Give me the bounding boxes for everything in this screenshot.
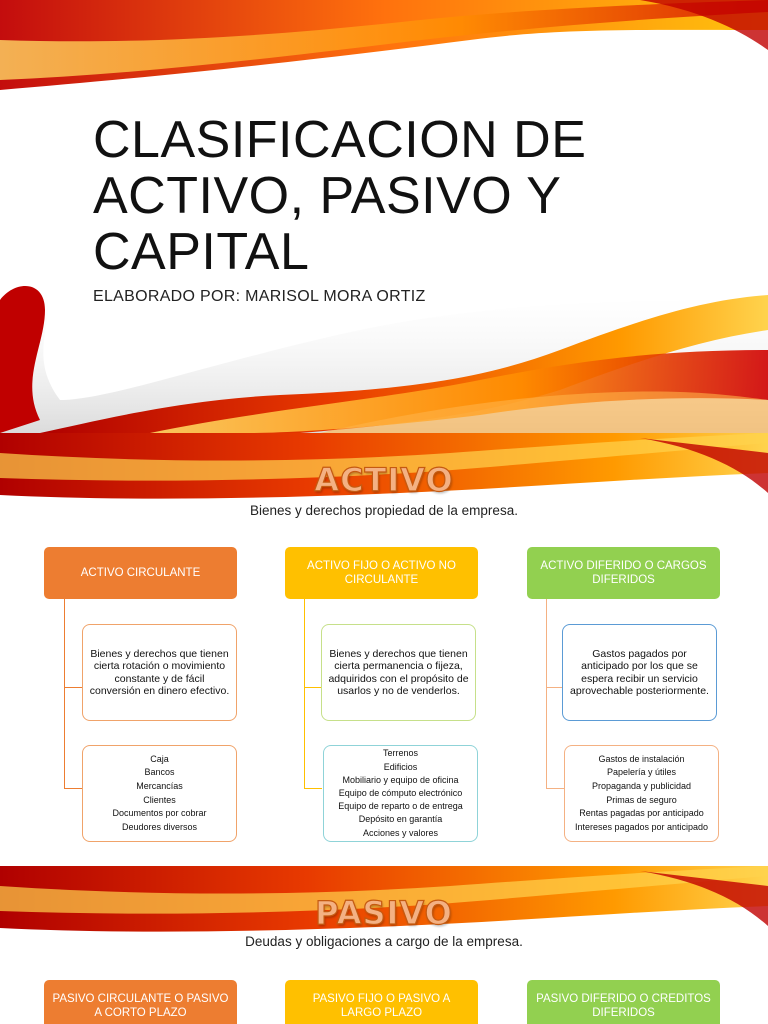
- list-item: Gastos de instalación: [598, 753, 685, 764]
- list-item: Propaganda y publicidad: [591, 780, 692, 791]
- connector-line: [64, 688, 82, 789]
- activo-fijo-description: Bienes y derechos que tienen cierta permanencia o fijeza, adquiridos con el propósito de usarlos y no de venderlos.: [321, 624, 476, 721]
- list-item: Intereses pagados por anticipado: [574, 821, 709, 832]
- activo-circulante-items: [82, 745, 237, 842]
- activo-fijo-box: ACTIVO FIJO O ACTIVO NO CIRCULANTE: [285, 547, 478, 599]
- activo-subtitle: Bienes y derechos propiedad de la empresa.: [250, 503, 518, 518]
- list-item: Equipo de cómputo electrónico: [338, 787, 463, 798]
- list-item: Rentas pagadas por anticipado: [579, 808, 704, 819]
- author-line: ELABORADO POR: MARISOL MORA ORTIZ: [93, 288, 426, 305]
- activo-circulante-box: ACTIVO CIRCULANTE: [44, 547, 237, 599]
- activo-diferido-description: Gastos pagados por anticipado por los que se espera recibir un servicio aprovechable posteriormente.: [562, 624, 717, 721]
- list-item: Equipo de reparto o de entrega: [338, 801, 463, 812]
- list-item: Caja: [150, 753, 169, 764]
- list-item: Depósito en garantía: [358, 814, 443, 825]
- list-item: Mobiliario y equipo de oficina: [342, 774, 459, 785]
- pasivo-fijo-box: PASIVO FIJO O PASIVO A LARGO PLAZO: [285, 980, 478, 1024]
- connector-line: [64, 599, 82, 688]
- pasivo-subtitle: Deudas y obligaciones a cargo de la empresa.: [245, 934, 523, 949]
- title-slide: [0, 0, 768, 433]
- activo-heading: ACTIVO: [314, 461, 454, 499]
- list-item: Bancos: [144, 767, 175, 778]
- activo-circulante-description: Bienes y derechos que tienen cierta rotación o movimiento constante y de fácil conversión en dinero efectivo.: [82, 624, 237, 721]
- presentation-title: CLASIFICACION DE ACTIVO, PASIVO Y CAPITAL: [93, 111, 587, 281]
- connector-line: [304, 599, 322, 688]
- list-item: Acciones y valores: [362, 827, 439, 838]
- activo-diferido-items: [564, 745, 719, 842]
- list-item: Clientes: [143, 794, 176, 805]
- list-item: Deudores diversos: [121, 821, 198, 832]
- pasivo-circulante-box: PASIVO CIRCULANTE O PASIVO A CORTO PLAZO: [44, 980, 237, 1024]
- connector-line: [304, 688, 322, 789]
- list-item: Edificios: [383, 761, 418, 772]
- pasivo-diferido-box: PASIVO DIFERIDO O CREDITOS DIFERIDOS: [527, 980, 720, 1024]
- activo-slide: [0, 433, 768, 866]
- pasivo-slide: [0, 866, 768, 1024]
- pasivo-heading: PASIVO: [315, 894, 453, 932]
- activo-diferido-box: ACTIVO DIFERIDO O CARGOS DIFERIDOS: [527, 547, 720, 599]
- list-item: Terrenos: [382, 748, 418, 759]
- activo-fijo-items: [323, 745, 478, 842]
- list-item: Primas de seguro: [606, 794, 677, 805]
- list-item: Documentos por cobrar: [112, 808, 207, 819]
- list-item: Mercancías: [136, 780, 183, 791]
- list-item: Papelería y útiles: [606, 767, 677, 778]
